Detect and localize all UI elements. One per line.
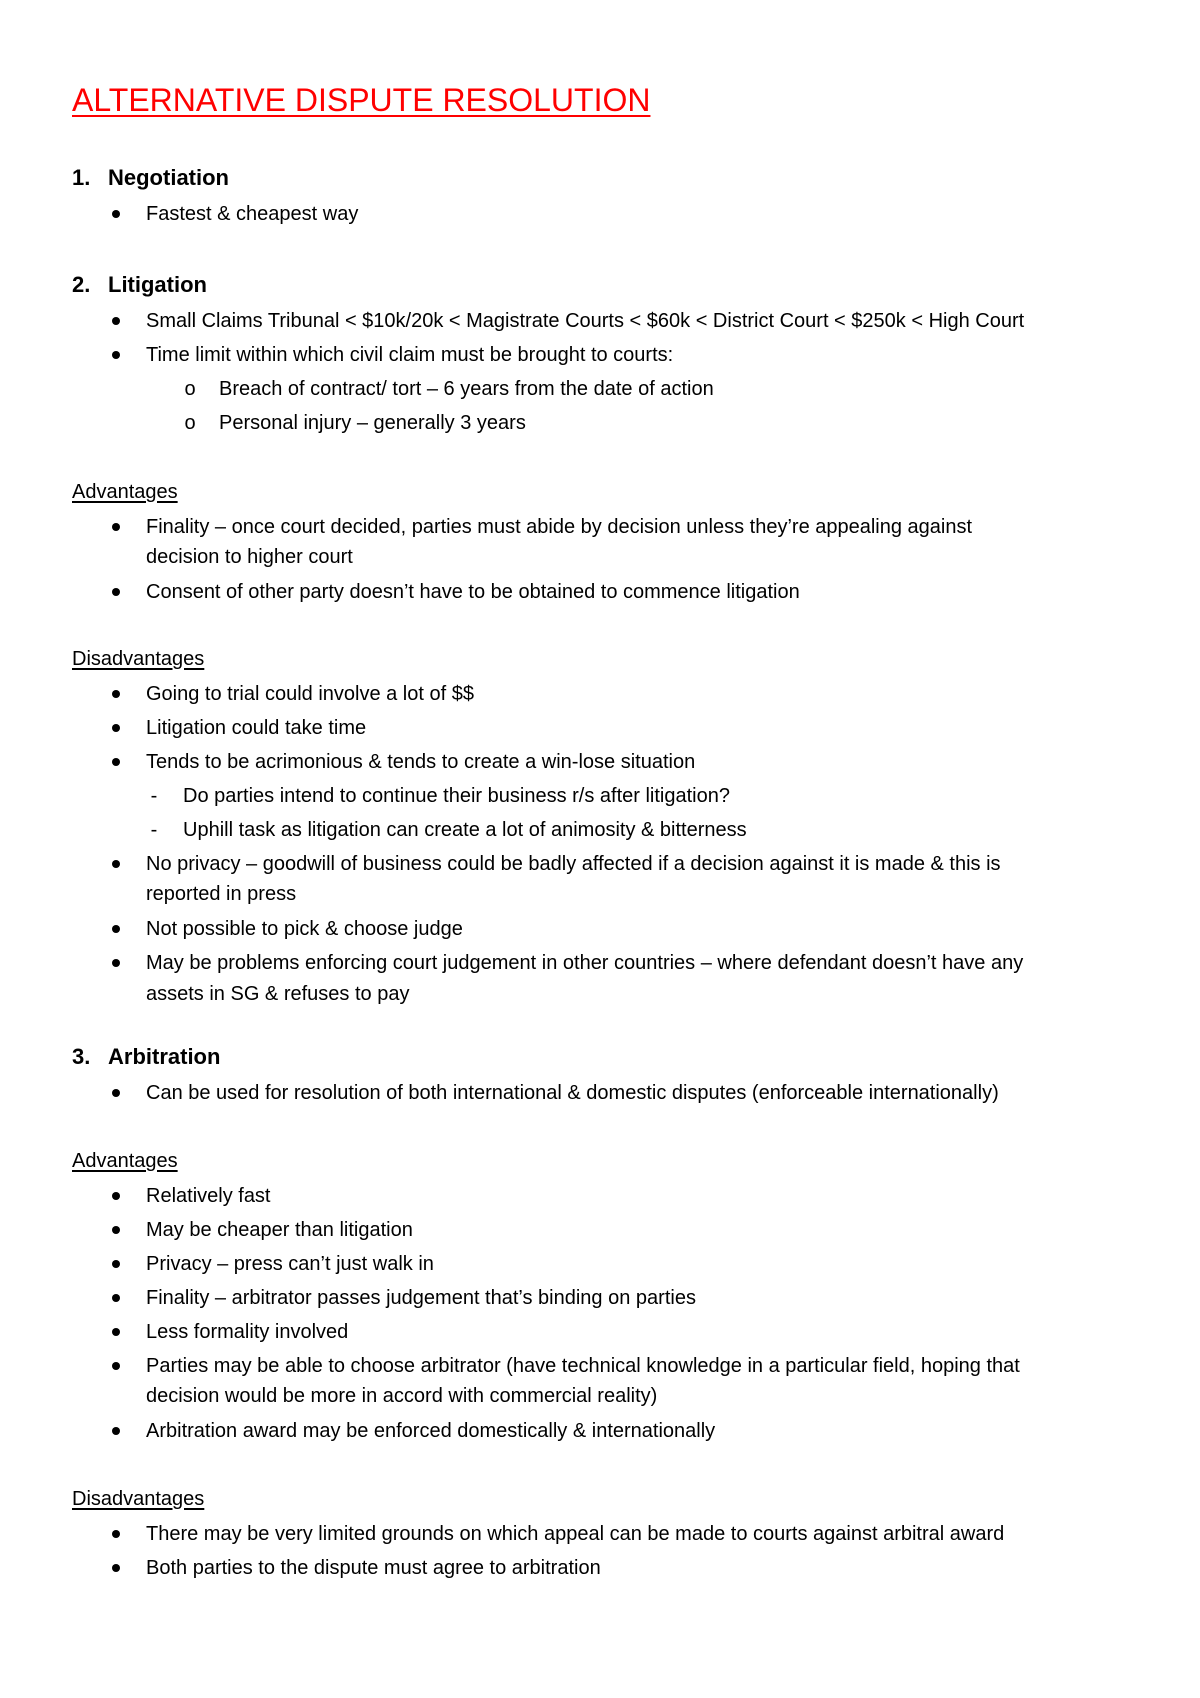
bullet-icon	[112, 1564, 120, 1572]
list-item: Both parties to the dispute must agree to arbitration	[146, 1557, 601, 1579]
list-item: Privacy – press can’t just walk in	[146, 1253, 434, 1275]
sub-bullet-icon: o	[184, 412, 196, 434]
section-number: 2.	[72, 272, 91, 297]
dash-marker: -	[150, 819, 158, 841]
bullet-icon	[112, 1260, 120, 1268]
list-item: Fastest & cheapest way	[146, 203, 359, 225]
disadvantages-heading: Disadvantages	[72, 648, 205, 670]
bullet-icon	[112, 959, 120, 967]
bullet-icon	[112, 1427, 120, 1435]
bullet-icon	[112, 210, 120, 218]
bullet-icon	[112, 1530, 120, 1538]
sub-bullet-icon: o	[184, 378, 196, 400]
list-item: Less formality involved	[146, 1321, 349, 1343]
dash-list-item: Uphill task as litigation can create a lot of animosity & bitterness	[183, 819, 747, 841]
sub-list-item: Breach of contract/ tort – 6 years from the date of action	[219, 378, 714, 400]
list-item: May be cheaper than litigation	[146, 1219, 413, 1241]
sub-list-item: Personal injury – generally 3 years	[219, 412, 526, 434]
section-heading-arbitration	[72, 1043, 220, 1071]
list-item-continuation: decision would be more in accord with commercial reality)	[146, 1385, 658, 1407]
list-item: Arbitration award may be enforced domestically & internationally	[146, 1420, 716, 1442]
list-item: Time limit within which civil claim must be brought to courts:	[146, 344, 674, 366]
list-item: Can be used for resolution of both international & domestic disputes (enforceable internationally)	[146, 1082, 999, 1104]
section-title: Arbitration	[108, 1044, 221, 1069]
dash-marker: -	[150, 785, 158, 807]
bullet-icon	[112, 588, 120, 596]
bullet-icon	[112, 758, 120, 766]
section-number: 1.	[72, 165, 91, 190]
section-title: Negotiation	[108, 165, 229, 190]
section-title: Litigation	[108, 272, 207, 297]
list-item: Going to trial could involve a lot of $$	[146, 683, 474, 705]
list-item: Not possible to pick & choose judge	[146, 918, 463, 940]
list-item-continuation: reported in press	[146, 883, 297, 905]
bullet-icon	[112, 1328, 120, 1336]
section-heading-negotiation	[72, 164, 229, 192]
bullet-icon	[112, 317, 120, 325]
list-item: No privacy – goodwill of business could be badly affected if a decision against it is made & this is	[146, 853, 1001, 875]
bullet-icon	[112, 1226, 120, 1234]
bullet-icon	[112, 523, 120, 531]
dash-list-item: Do parties intend to continue their business r/s after litigation?	[183, 785, 730, 807]
list-item: Finality – arbitrator passes judgement that’s binding on parties	[146, 1287, 696, 1309]
advantages-heading: Advantages	[72, 481, 178, 503]
bullet-icon	[112, 925, 120, 933]
list-item: Consent of other party doesn’t have to be obtained to commence litigation	[146, 581, 800, 603]
list-item: Finality – once court decided, parties must abide by decision unless they’re appealing against	[146, 516, 973, 538]
document-title: ALTERNATIVE DISPUTE RESOLUTION	[72, 82, 651, 118]
bullet-icon	[112, 1362, 120, 1370]
list-item-continuation: decision to higher court	[146, 546, 353, 568]
list-item: May be problems enforcing court judgement in other countries – where defendant doesn’t have any	[146, 952, 1024, 974]
advantages-heading: Advantages	[72, 1150, 178, 1172]
bullet-icon	[112, 1089, 120, 1097]
section-heading-litigation	[72, 271, 207, 299]
disadvantages-heading: Disadvantages	[72, 1488, 205, 1510]
list-item: Relatively fast	[146, 1185, 271, 1207]
list-item: Parties may be able to choose arbitrator (have technical knowledge in a particular field, hoping that	[146, 1355, 1020, 1377]
bullet-icon	[112, 860, 120, 868]
list-item: There may be very limited grounds on which appeal can be made to courts against arbitral award	[146, 1523, 1005, 1545]
list-item: Small Claims Tribunal < $10k/20k < Magistrate Courts < $60k < District Court < $250k < High Court	[146, 310, 1025, 332]
bullet-icon	[112, 690, 120, 698]
bullet-icon	[112, 724, 120, 732]
bullet-icon	[112, 351, 120, 359]
bullet-icon	[112, 1192, 120, 1200]
list-item-continuation: assets in SG & refuses to pay	[146, 983, 410, 1005]
list-item: Litigation could take time	[146, 717, 367, 739]
bullet-icon	[112, 1294, 120, 1302]
list-item: Tends to be acrimonious & tends to create a win-lose situation	[146, 751, 696, 773]
section-number: 3.	[72, 1044, 91, 1069]
